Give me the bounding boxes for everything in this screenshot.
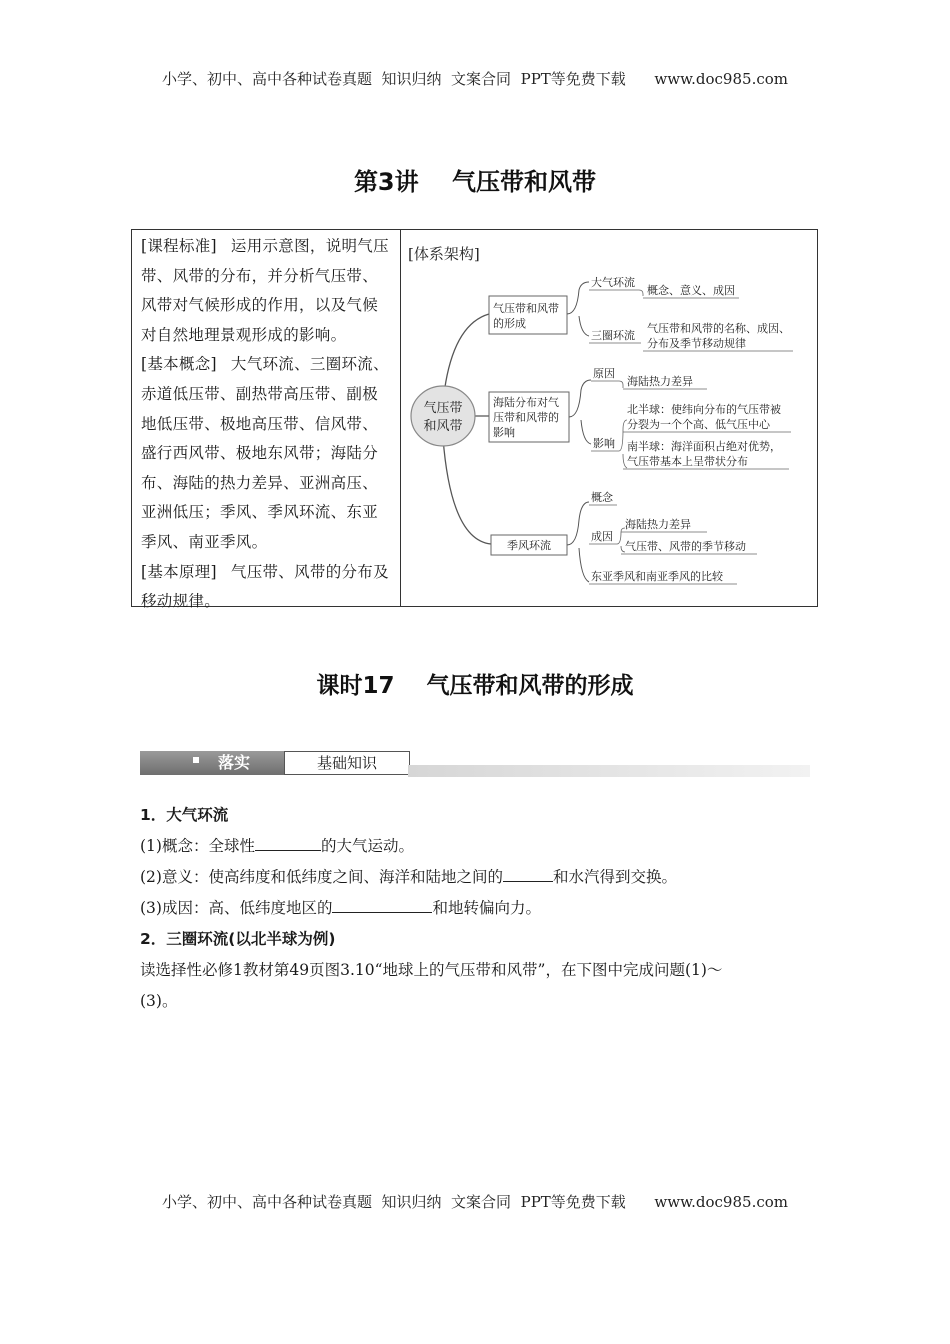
branch3-sub2-leaf2: 气压带、风带的季节移动 bbox=[625, 540, 746, 553]
concept-label: [基本概念] bbox=[141, 355, 217, 374]
branch2-sub2-fork bbox=[619, 420, 627, 468]
branch1-fork bbox=[567, 282, 589, 336]
standard-text: 运用示意图，说明气压带、风带的分布，并分析气压带、风带对气候形成的作用，以及气候对自然地理景观形成的影响。 bbox=[141, 237, 389, 344]
banner-bullet-icon bbox=[193, 757, 199, 763]
standard-label: [课程标准] bbox=[141, 237, 217, 255]
section1-item2 bbox=[140, 865, 820, 887]
branch1-sub1-leaf: 概念、意义、成因 bbox=[647, 284, 735, 297]
branch2-sub1-arc bbox=[619, 381, 623, 388]
curve-to-branch3 bbox=[443, 438, 491, 544]
branch3-sub2-fork bbox=[617, 528, 625, 552]
branch2-sub2: 影响 bbox=[593, 437, 615, 450]
center-text-2: 和风带 bbox=[423, 419, 463, 434]
banner-rule bbox=[408, 765, 810, 777]
branch3-fork bbox=[567, 502, 589, 582]
center-text-1: 气压带 bbox=[423, 401, 463, 416]
branch1-sub2-leaf-2: 分布及季节移动规律 bbox=[647, 337, 746, 350]
branch2-north-1: 北半球：使纬向分布的气压带被 bbox=[627, 403, 781, 416]
chapter-title: 第3讲 气压带和风带 bbox=[353, 168, 597, 196]
branch2-south-2: 气压带基本上呈带状分布 bbox=[627, 455, 748, 468]
branch2-sub1-leaf: 海陆热力差异 bbox=[627, 375, 693, 388]
item3-blank[interactable] bbox=[332, 898, 432, 913]
item2-text-b: 和水汽得到交换。 bbox=[552, 868, 677, 886]
item3-text-a: (3)成因：高、低纬度地区的 bbox=[140, 899, 333, 917]
item1-blank[interactable] bbox=[255, 836, 321, 851]
branch2-sub1: 原因 bbox=[593, 367, 615, 380]
branch3-sub2-leaf1: 海陆热力差异 bbox=[625, 518, 691, 531]
banner-dark-label: 落实 bbox=[218, 753, 251, 772]
branch3-sub2: 成因 bbox=[591, 530, 613, 543]
concept-text: 大气环流、三圈环流、赤道低压带、副热带高压带、副极地低压带、极地高压带、信风带、盛行西风带、极地东风带；海陆分布、海陆的热力差异、亚洲高压、亚洲低压；季风、季风环流、东亚季风、南亚季风。 bbox=[141, 355, 389, 551]
page-footer: 小学、初中、高中各种试卷真题 知识归纳 文案合同 PPT等免费下载 www.doc985.com bbox=[161, 1193, 788, 1211]
section2-title: 2．三圈环流(以北半球为例) bbox=[140, 930, 336, 948]
branch2-title-2: 压带和风带的 bbox=[493, 411, 559, 424]
branch1-title-1: 气压带和风带 bbox=[493, 302, 559, 315]
principle-text: 气压带、风带的分布及移动规律。 bbox=[141, 562, 389, 611]
center-node bbox=[411, 386, 475, 446]
branch3-sub3: 东亚季风和南亚季风的比较 bbox=[591, 570, 723, 583]
branch3-sub1: 概念 bbox=[591, 491, 613, 504]
curriculum-column bbox=[141, 232, 393, 617]
lesson-title: 课时17 气压带和风带的形成 bbox=[316, 673, 634, 699]
section2-paragraph-cont: (3)。 bbox=[140, 992, 178, 1010]
branch2-title-1: 海陆分布对气 bbox=[493, 396, 559, 409]
framework-label: [体系架构] bbox=[408, 245, 480, 263]
section2-paragraph: 读选择性必修1教材第49页图3.10“地球上的气压带和风带”，在下图中完成问题(1)～ bbox=[140, 961, 723, 979]
branch2-north-2: 分裂为一个个高、低气压中心 bbox=[627, 418, 770, 431]
item2-blank[interactable] bbox=[503, 867, 553, 882]
branch2-south-1: 南半球：海洋面积占绝对优势， bbox=[627, 440, 781, 453]
page-header: 小学、初中、高中各种试卷真题 知识归纳 文案合同 PPT等免费下载 www.doc985.com bbox=[161, 70, 788, 88]
item3-text-b: 和地转偏向力。 bbox=[432, 899, 541, 917]
section1-item1 bbox=[140, 834, 820, 856]
branch2-fork bbox=[569, 380, 591, 444]
banner-dark-tab bbox=[140, 751, 285, 775]
branch2-title-3: 影响 bbox=[493, 426, 515, 439]
item2-text-a: (2)意义：使高纬度和低纬度之间、海洋和陆地之间的 bbox=[140, 868, 503, 886]
section1-title: 1．大气环流 bbox=[140, 806, 229, 824]
branch1-sub1-arc bbox=[639, 290, 643, 296]
section1-item3 bbox=[140, 896, 820, 918]
branch3-title: 季风环流 bbox=[507, 539, 551, 552]
principle-label: [基本原理] bbox=[141, 562, 217, 581]
branch1-sub1: 大气环流 bbox=[591, 276, 635, 289]
branch1-sub2-leaf-1: 气压带和风带的名称、成因、 bbox=[647, 322, 790, 335]
item1-text-a: (1)概念：全球性 bbox=[140, 837, 255, 855]
framework-mindmap bbox=[401, 230, 817, 606]
branch1-sub2: 三圈环流 bbox=[591, 329, 635, 342]
branch1-title-2: 的形成 bbox=[493, 317, 526, 330]
banner-box-label: 基础知识 bbox=[284, 751, 410, 775]
item1-text-b: 的大气运动。 bbox=[320, 837, 414, 855]
